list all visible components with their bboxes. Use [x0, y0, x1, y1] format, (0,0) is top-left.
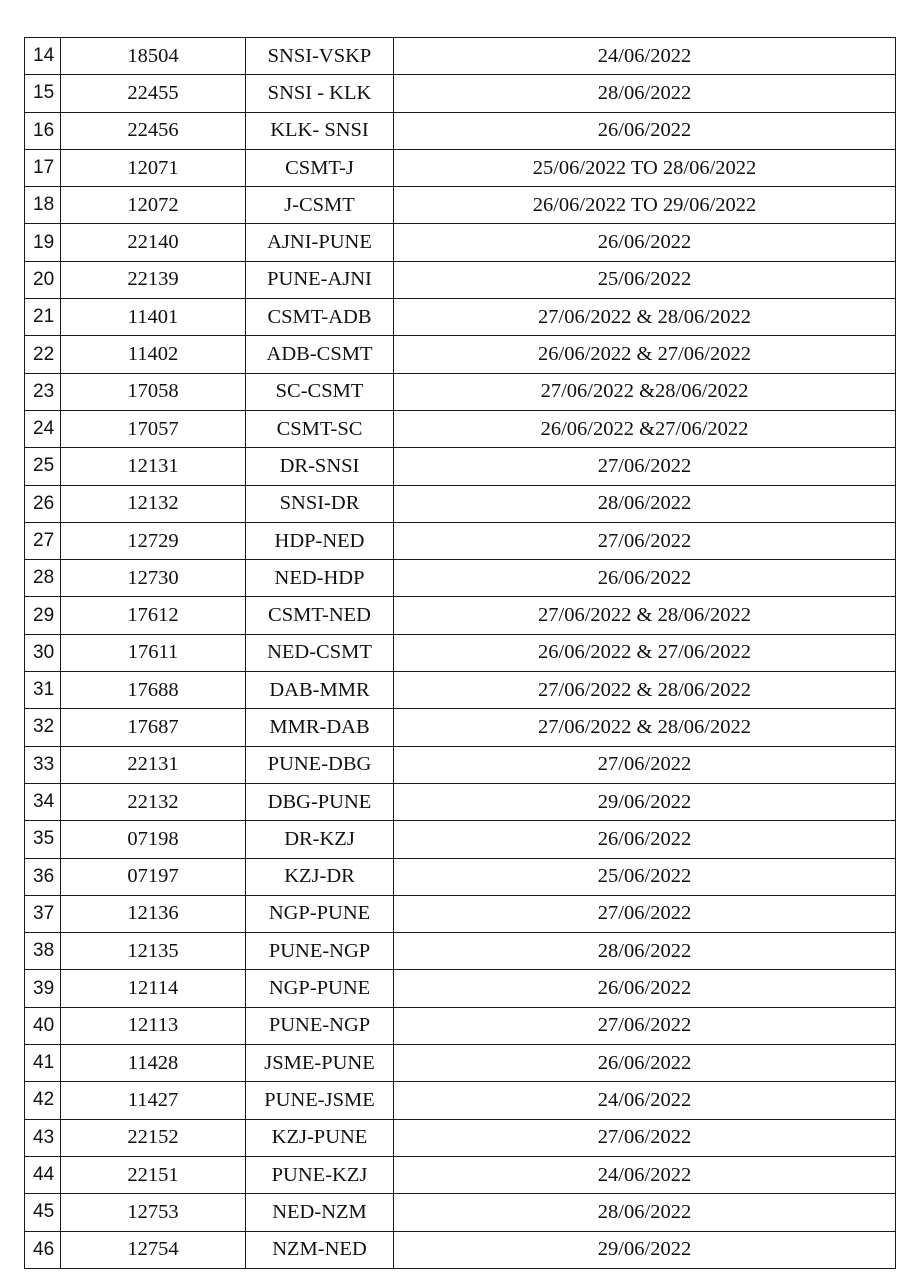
train-number-cell: 12730: [61, 560, 246, 597]
train-number-cell: 11427: [61, 1082, 246, 1119]
route-cell: KLK- SNSI: [246, 112, 394, 149]
route-cell: CSMT-ADB: [246, 299, 394, 336]
train-number-cell: 22132: [61, 783, 246, 820]
serial-number-cell: 35: [25, 821, 61, 858]
date-cell: 27/06/2022: [394, 1007, 896, 1044]
serial-number-cell: 28: [25, 560, 61, 597]
date-cell: 27/06/2022: [394, 746, 896, 783]
serial-number-cell: 17: [25, 149, 61, 186]
train-number-cell: 11402: [61, 336, 246, 373]
train-number-cell: 22140: [61, 224, 246, 261]
date-cell: 27/06/2022 &28/06/2022: [394, 373, 896, 410]
serial-number-cell: 43: [25, 1119, 61, 1156]
route-cell: JSME-PUNE: [246, 1045, 394, 1082]
date-cell: 29/06/2022: [394, 783, 896, 820]
train-number-cell: 12132: [61, 485, 246, 522]
serial-number-cell: 14: [25, 38, 61, 75]
train-number-cell: 22151: [61, 1156, 246, 1193]
table-row: [25, 783, 896, 820]
date-cell: 25/06/2022: [394, 858, 896, 895]
date-cell: 28/06/2022: [394, 485, 896, 522]
serial-number-cell: 38: [25, 933, 61, 970]
serial-number-cell: 32: [25, 709, 61, 746]
serial-number-cell: 24: [25, 410, 61, 447]
table-row: [25, 38, 896, 75]
serial-number-cell: 20: [25, 261, 61, 298]
date-cell: 27/06/2022: [394, 522, 896, 559]
table-row: [25, 1007, 896, 1044]
train-number-cell: 18504: [61, 38, 246, 75]
table-row: [25, 485, 896, 522]
date-cell: 28/06/2022: [394, 75, 896, 112]
date-cell: 28/06/2022: [394, 1194, 896, 1231]
train-number-cell: 17058: [61, 373, 246, 410]
table-row: [25, 373, 896, 410]
date-cell: 26/06/2022 TO 29/06/2022: [394, 187, 896, 224]
route-cell: DR-SNSI: [246, 448, 394, 485]
train-number-cell: 11428: [61, 1045, 246, 1082]
train-number-cell: 12729: [61, 522, 246, 559]
train-number-cell: 12114: [61, 970, 246, 1007]
serial-number-cell: 46: [25, 1231, 61, 1268]
train-number-cell: 12131: [61, 448, 246, 485]
date-cell: 27/06/2022 & 28/06/2022: [394, 299, 896, 336]
serial-number-cell: 45: [25, 1194, 61, 1231]
serial-number-cell: 44: [25, 1156, 61, 1193]
table-row: [25, 672, 896, 709]
train-number-cell: 12136: [61, 895, 246, 932]
train-number-cell: 07198: [61, 821, 246, 858]
table-row: [25, 709, 896, 746]
train-number-cell: 22131: [61, 746, 246, 783]
train-number-cell: 17057: [61, 410, 246, 447]
serial-number-cell: 39: [25, 970, 61, 1007]
table-row: [25, 970, 896, 1007]
table-row: [25, 895, 896, 932]
table-row: [25, 597, 896, 634]
table-row: [25, 336, 896, 373]
route-cell: KZJ-PUNE: [246, 1119, 394, 1156]
route-cell: NED-NZM: [246, 1194, 394, 1231]
route-cell: J-CSMT: [246, 187, 394, 224]
serial-number-cell: 30: [25, 634, 61, 671]
date-cell: 26/06/2022: [394, 821, 896, 858]
table-row: [25, 448, 896, 485]
train-number-cell: 12071: [61, 149, 246, 186]
serial-number-cell: 26: [25, 485, 61, 522]
date-cell: 25/06/2022: [394, 261, 896, 298]
table-body: [25, 38, 896, 1269]
train-number-cell: 22139: [61, 261, 246, 298]
date-cell: 24/06/2022: [394, 1156, 896, 1193]
date-cell: 26/06/2022 & 27/06/2022: [394, 634, 896, 671]
train-number-cell: 17611: [61, 634, 246, 671]
route-cell: AJNI-PUNE: [246, 224, 394, 261]
train-number-cell: 07197: [61, 858, 246, 895]
route-cell: DAB-MMR: [246, 672, 394, 709]
date-cell: 25/06/2022 TO 28/06/2022: [394, 149, 896, 186]
route-cell: DBG-PUNE: [246, 783, 394, 820]
serial-number-cell: 19: [25, 224, 61, 261]
date-cell: 28/06/2022: [394, 933, 896, 970]
date-cell: 29/06/2022: [394, 1231, 896, 1268]
route-cell: PUNE-NGP: [246, 933, 394, 970]
route-cell: MMR-DAB: [246, 709, 394, 746]
train-schedule-table: [24, 37, 896, 1269]
table-row: [25, 1156, 896, 1193]
serial-number-cell: 23: [25, 373, 61, 410]
serial-number-cell: 33: [25, 746, 61, 783]
route-cell: NED-HDP: [246, 560, 394, 597]
train-number-cell: 12754: [61, 1231, 246, 1268]
serial-number-cell: 15: [25, 75, 61, 112]
date-cell: 26/06/2022: [394, 1045, 896, 1082]
serial-number-cell: 21: [25, 299, 61, 336]
route-cell: SC-CSMT: [246, 373, 394, 410]
serial-number-cell: 25: [25, 448, 61, 485]
table-row: [25, 933, 896, 970]
date-cell: 27/06/2022: [394, 895, 896, 932]
train-number-cell: 22455: [61, 75, 246, 112]
route-cell: SNSI-VSKP: [246, 38, 394, 75]
train-number-cell: 11401: [61, 299, 246, 336]
table-row: [25, 1045, 896, 1082]
table-row: [25, 224, 896, 261]
serial-number-cell: 22: [25, 336, 61, 373]
train-number-cell: 22456: [61, 112, 246, 149]
route-cell: NGP-PUNE: [246, 970, 394, 1007]
table-row: [25, 746, 896, 783]
serial-number-cell: 29: [25, 597, 61, 634]
serial-number-cell: 36: [25, 858, 61, 895]
route-cell: NGP-PUNE: [246, 895, 394, 932]
date-cell: 26/06/2022: [394, 112, 896, 149]
train-number-cell: 12072: [61, 187, 246, 224]
date-cell: 26/06/2022: [394, 970, 896, 1007]
date-cell: 27/06/2022 & 28/06/2022: [394, 672, 896, 709]
train-number-cell: 22152: [61, 1119, 246, 1156]
route-cell: CSMT-NED: [246, 597, 394, 634]
date-cell: 27/06/2022 & 28/06/2022: [394, 709, 896, 746]
train-number-cell: 17688: [61, 672, 246, 709]
route-cell: DR-KZJ: [246, 821, 394, 858]
table-row: [25, 560, 896, 597]
table-row: [25, 75, 896, 112]
date-cell: 24/06/2022: [394, 1082, 896, 1119]
table-row: [25, 522, 896, 559]
route-cell: ADB-CSMT: [246, 336, 394, 373]
serial-number-cell: 40: [25, 1007, 61, 1044]
serial-number-cell: 16: [25, 112, 61, 149]
train-number-cell: 12753: [61, 1194, 246, 1231]
serial-number-cell: 42: [25, 1082, 61, 1119]
route-cell: PUNE-KZJ: [246, 1156, 394, 1193]
serial-number-cell: 31: [25, 672, 61, 709]
serial-number-cell: 37: [25, 895, 61, 932]
date-cell: 26/06/2022: [394, 224, 896, 261]
table-row: [25, 634, 896, 671]
table-row: [25, 1194, 896, 1231]
route-cell: PUNE-NGP: [246, 1007, 394, 1044]
table-row: [25, 112, 896, 149]
table-row: [25, 821, 896, 858]
table-row: [25, 149, 896, 186]
date-cell: 26/06/2022 & 27/06/2022: [394, 336, 896, 373]
route-cell: CSMT-J: [246, 149, 394, 186]
route-cell: NZM-NED: [246, 1231, 394, 1268]
table-row: [25, 187, 896, 224]
route-cell: PUNE-JSME: [246, 1082, 394, 1119]
table-row: [25, 858, 896, 895]
route-cell: PUNE-DBG: [246, 746, 394, 783]
route-cell: SNSI - KLK: [246, 75, 394, 112]
route-cell: KZJ-DR: [246, 858, 394, 895]
table-row: [25, 261, 896, 298]
route-cell: HDP-NED: [246, 522, 394, 559]
train-number-cell: 12113: [61, 1007, 246, 1044]
route-cell: CSMT-SC: [246, 410, 394, 447]
route-cell: PUNE-AJNI: [246, 261, 394, 298]
serial-number-cell: 18: [25, 187, 61, 224]
serial-number-cell: 41: [25, 1045, 61, 1082]
table-row: [25, 299, 896, 336]
train-number-cell: 17612: [61, 597, 246, 634]
date-cell: 26/06/2022 &27/06/2022: [394, 410, 896, 447]
date-cell: 27/06/2022 & 28/06/2022: [394, 597, 896, 634]
table-row: [25, 410, 896, 447]
train-number-cell: 17687: [61, 709, 246, 746]
date-cell: 24/06/2022: [394, 38, 896, 75]
date-cell: 27/06/2022: [394, 1119, 896, 1156]
train-number-cell: 12135: [61, 933, 246, 970]
table-row: [25, 1082, 896, 1119]
date-cell: 27/06/2022: [394, 448, 896, 485]
serial-number-cell: 34: [25, 783, 61, 820]
route-cell: NED-CSMT: [246, 634, 394, 671]
date-cell: 26/06/2022: [394, 560, 896, 597]
table-row: [25, 1119, 896, 1156]
table-row: [25, 1231, 896, 1268]
serial-number-cell: 27: [25, 522, 61, 559]
route-cell: SNSI-DR: [246, 485, 394, 522]
